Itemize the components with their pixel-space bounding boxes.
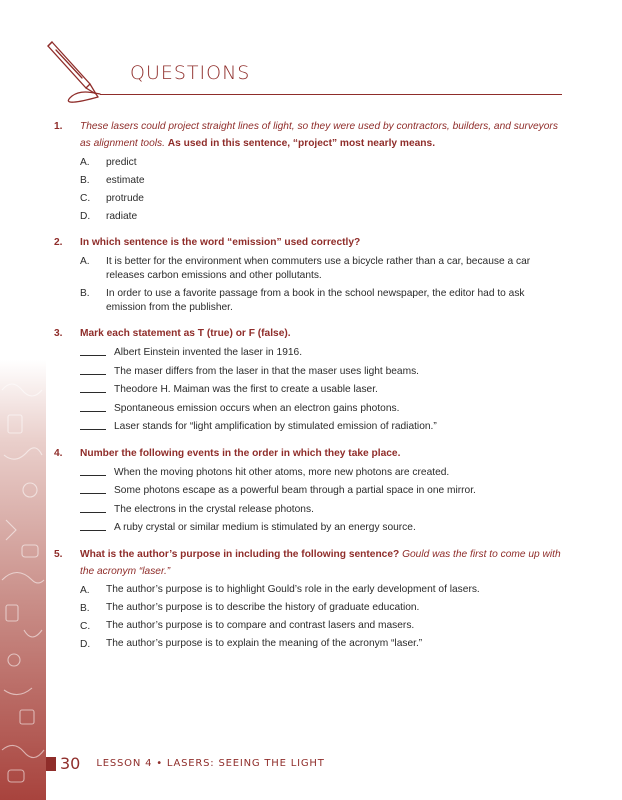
answer-blank[interactable] (80, 381, 106, 393)
event-row (80, 464, 564, 481)
answer-option[interactable] (80, 582, 564, 599)
question-5 (54, 546, 564, 654)
statement-text: Laser stands for “light amplification by stimulated emission of radiation.” (114, 421, 437, 432)
option-letter: C. (80, 620, 91, 632)
question-stem (80, 118, 564, 152)
answer-option[interactable] (80, 636, 564, 653)
statement-row (80, 381, 564, 398)
question-number: 4. (54, 447, 63, 459)
header-rule (100, 94, 562, 95)
option-letter: B. (80, 288, 90, 299)
event-text: The electrons in the crystal release photons. (114, 503, 314, 515)
option-text: The author’s purpose is to describe the history of graduate education. (106, 602, 420, 613)
option-letter: B. (80, 175, 90, 186)
answer-option[interactable] (80, 618, 564, 635)
statement-text: Spontaneous emission occurs when an electron gains photons. (114, 402, 400, 414)
question-number: 5. (54, 548, 63, 560)
statement-row (80, 344, 564, 361)
answer-blank[interactable] (80, 464, 106, 476)
statement-row (80, 363, 564, 380)
answer-blank[interactable] (80, 363, 106, 375)
statement-row (80, 418, 564, 435)
option-text: estimate (106, 174, 145, 186)
stem-italic-text: These lasers could project straight lines of light, so they were used by contractors, builders, and surveyors as alignment tools. (80, 121, 558, 149)
option-text: radiate (106, 210, 138, 222)
statement-text: The maser differs from the laser in that the maser uses light beams. (114, 365, 420, 377)
stem-bold-text: Mark each statement as T (true) or F (false). (80, 328, 291, 339)
stem-italic-text: Gould was the first to come up with the acronym “laser.” (80, 548, 561, 577)
event-row (80, 519, 564, 536)
option-text: protrude (106, 192, 144, 204)
stem-bold-text: Number the following events in the order in which they take place. (80, 447, 401, 459)
question-stem (80, 325, 564, 342)
answer-option[interactable] (80, 285, 564, 316)
answer-option[interactable] (80, 172, 564, 189)
question-stem (80, 234, 564, 251)
question-number: 1. (54, 121, 63, 132)
answer-blank[interactable] (80, 400, 106, 412)
event-text: When the moving photons hit other atoms, more new photons are created. (114, 466, 450, 478)
answer-option[interactable] (80, 208, 564, 225)
stem-bold-text: As used in this sentence, “project” most nearly means. (167, 138, 436, 149)
answer-blank[interactable] (80, 519, 106, 531)
questions-list (54, 118, 564, 662)
answer-blank[interactable] (80, 418, 106, 430)
doodle-side-strip (0, 360, 46, 800)
stem-bold-text: In which sentence is the word “emission” used correctly? (80, 237, 361, 248)
page-footer (46, 754, 325, 773)
question-stem (80, 546, 564, 580)
question-number: 2. (54, 237, 63, 248)
option-text: In order to use a favorite passage from a book in the school newspaper, the editor had to ask emission from the publisher. (106, 287, 525, 313)
option-text: The author’s purpose is to compare and contrast lasers and masers. (106, 620, 415, 631)
option-text: The author’s purpose is to highlight Gould’s role in the early development of lasers. (106, 584, 480, 595)
option-letter: D. (80, 211, 91, 222)
page-title: QUESTIONS (130, 62, 251, 84)
answer-option[interactable] (80, 190, 564, 207)
question-2 (54, 234, 564, 317)
statement-row (80, 400, 564, 417)
statement-text: Albert Einstein invented the laser in 1916. (114, 347, 303, 358)
answer-blank[interactable] (80, 482, 106, 494)
event-row (80, 482, 564, 499)
answer-blank[interactable] (80, 501, 106, 513)
lesson-title: LESSON 4 • LASERS: SEEING THE LIGHT (96, 758, 325, 769)
question-stem (80, 445, 564, 462)
question-number: 3. (54, 328, 63, 339)
doodle-pattern-icon (0, 360, 46, 800)
option-letter: D. (80, 638, 91, 650)
answer-option[interactable] (80, 154, 564, 171)
answer-option[interactable] (80, 253, 564, 284)
page-number: 30 (60, 754, 81, 773)
stem-bold-text: What is the author’s purpose in including the following sentence? (80, 548, 400, 560)
event-text: Some photons escape as a powerful beam through a partial space in one mirror. (114, 485, 476, 496)
answer-blank[interactable] (80, 344, 106, 356)
question-1 (54, 118, 564, 226)
footer-marker (46, 757, 56, 771)
question-4 (54, 445, 564, 538)
option-letter: A. (80, 157, 90, 168)
event-row (80, 501, 564, 518)
event-text: A ruby crystal or similar medium is stimulated by an energy source. (114, 522, 416, 533)
answer-option[interactable] (80, 600, 564, 617)
option-text: The author’s purpose is to explain the meaning of the acronym “laser.” (106, 638, 423, 649)
option-letter: B. (80, 602, 90, 614)
option-text: It is better for the environment when commuters use a bicycle rather than a car, because a car releases carbon emissions and other pollutants. (106, 255, 531, 281)
statement-text: Theodore H. Maiman was the first to create a usable laser. (114, 384, 378, 395)
option-letter: C. (80, 193, 91, 204)
option-text: predict (106, 156, 137, 168)
option-letter: A. (80, 584, 90, 596)
question-3 (54, 325, 564, 437)
option-letter: A. (80, 256, 90, 267)
pen-icon (40, 40, 104, 110)
